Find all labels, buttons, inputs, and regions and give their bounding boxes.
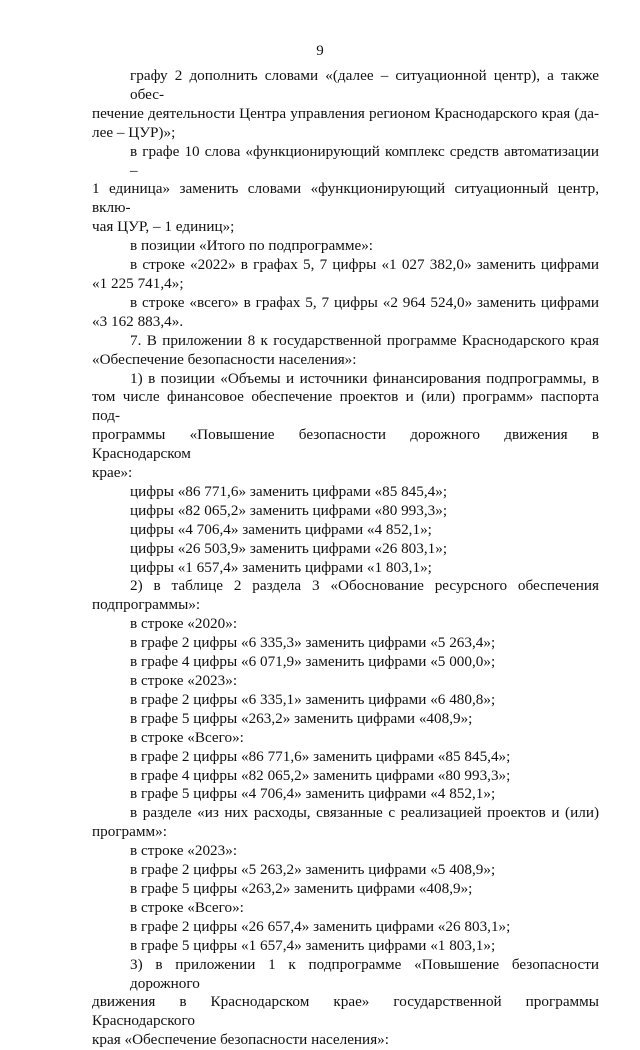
- text-line: графу 2 дополнить словами «(далее – ситуационной центр), а также обес-: [130, 67, 599, 103]
- text-line: в строке «2023»:: [130, 672, 238, 689]
- text-line: «Обеспечение безопасности населения»:: [92, 350, 357, 368]
- text-line: в строке «всего» в графах 5, 7 цифры «2 964 524,0» заменить цифрами: [130, 293, 599, 311]
- text-line: «1 225 741,4»;: [92, 274, 184, 292]
- text-line: цифры «82 065,2» заменить цифрами «80 993,3»;: [130, 501, 448, 519]
- text-line: в графе 5 цифры «1 657,4» заменить цифрами «1 803,1»;: [130, 936, 496, 954]
- text-line: в графе 5 цифры «4 706,4» заменить цифрами «4 852,1»;: [130, 785, 496, 803]
- text-line: в графе 2 цифры «86 771,6» заменить цифрами «85 845,4»;: [130, 747, 511, 765]
- text-line: цифры «86 771,6» заменить цифрами «85 845,4»;: [130, 482, 448, 500]
- text-line: цифры «4 706,4» заменить цифрами «4 852,1»;: [130, 520, 432, 538]
- text-line: том числе финансовое обеспечение проектов и (или) программ» паспорта под-: [92, 388, 599, 425]
- text-line: крае»:: [92, 464, 133, 482]
- text-line: в графе 2 цифры «6 335,3» заменить цифрами «5 263,4»;: [130, 634, 496, 652]
- text-line: 7. В приложении 8 к государственной программе Краснодарского края: [130, 331, 599, 349]
- text-line: края «Обеспечение безопасности населения»:: [92, 1031, 389, 1049]
- text-line: цифры «1 657,4» заменить цифрами «1 803,1»;: [130, 558, 432, 576]
- text-line: в строке «Всего»:: [130, 898, 244, 916]
- text-line: движения в Краснодарском крае» государственной программы Краснодарского: [92, 993, 599, 1030]
- text-line: в графе 4 цифры «6 071,9» заменить цифрами «5 000,0»;: [130, 653, 496, 671]
- text-line: чая ЦУР, – 1 единиц»;: [92, 218, 235, 236]
- text-line: в графе 2 цифры «26 657,4» заменить цифрами «26 803,1»;: [130, 917, 511, 935]
- text-line: программы «Повышение безопасности дорожного движения в Краснодарском: [92, 426, 599, 463]
- text-line: печение деятельности Центра управления регионом Краснодарского края (да-: [92, 104, 599, 122]
- text-line: в графе 2 цифры «5 263,2» заменить цифрами «5 408,9»;: [130, 861, 496, 879]
- text-line: 1) в позиции «Объемы и источники финансирования подпрограммы, в: [130, 369, 599, 387]
- text-line: в графе 5 цифры «263,2» заменить цифрами «408,9»;: [130, 879, 473, 897]
- text-line: в строке «Всего»:: [130, 728, 244, 746]
- text-line: программ»:: [92, 823, 167, 841]
- text-line: 3) в приложении 1 к подпрограмме «Повышение безопасности дорожного: [130, 955, 599, 992]
- page-number: 9: [316, 43, 324, 59]
- text-line: в графе 5 цифры «263,2» заменить цифрами «408,9»;: [130, 709, 473, 727]
- text-line: цифры «26 503,9» заменить цифрами «26 803,1»;: [130, 539, 448, 557]
- text-line: лее – ЦУР)»;: [92, 123, 176, 141]
- text-line: в графе 4 цифры «82 065,2» заменить цифрами «80 993,3»;: [130, 766, 511, 784]
- text-line: в позиции «Итого по подпрограмме»:: [130, 237, 374, 255]
- text-line: «3 162 883,4».: [92, 312, 184, 330]
- text-line: 2) в таблице 2 раздела 3 «Обоснование ресурсного обеспечения: [130, 577, 599, 595]
- text-line: в строке «2020»:: [130, 615, 238, 633]
- text-line: в строке «2022» в графах 5, 7 цифры «1 027 382,0» заменить цифрами: [130, 256, 599, 274]
- text-line: в графе 10 слова «функционирующий комплекс средств автоматизации –: [130, 142, 599, 179]
- text-line: в графе 2 цифры «6 335,1» заменить цифрами «6 480,8»;: [130, 690, 496, 708]
- text-line: в разделе «из них расходы, связанные с реализацией проектов и (или): [130, 804, 599, 822]
- document-body: [92, 67, 599, 1050]
- text-line: подпрограммы»:: [92, 596, 201, 614]
- text-line: 1 единица» заменить словами «функционирующий ситуационный центр, вклю-: [92, 180, 599, 217]
- text-line: в строке «2023»:: [130, 842, 238, 860]
